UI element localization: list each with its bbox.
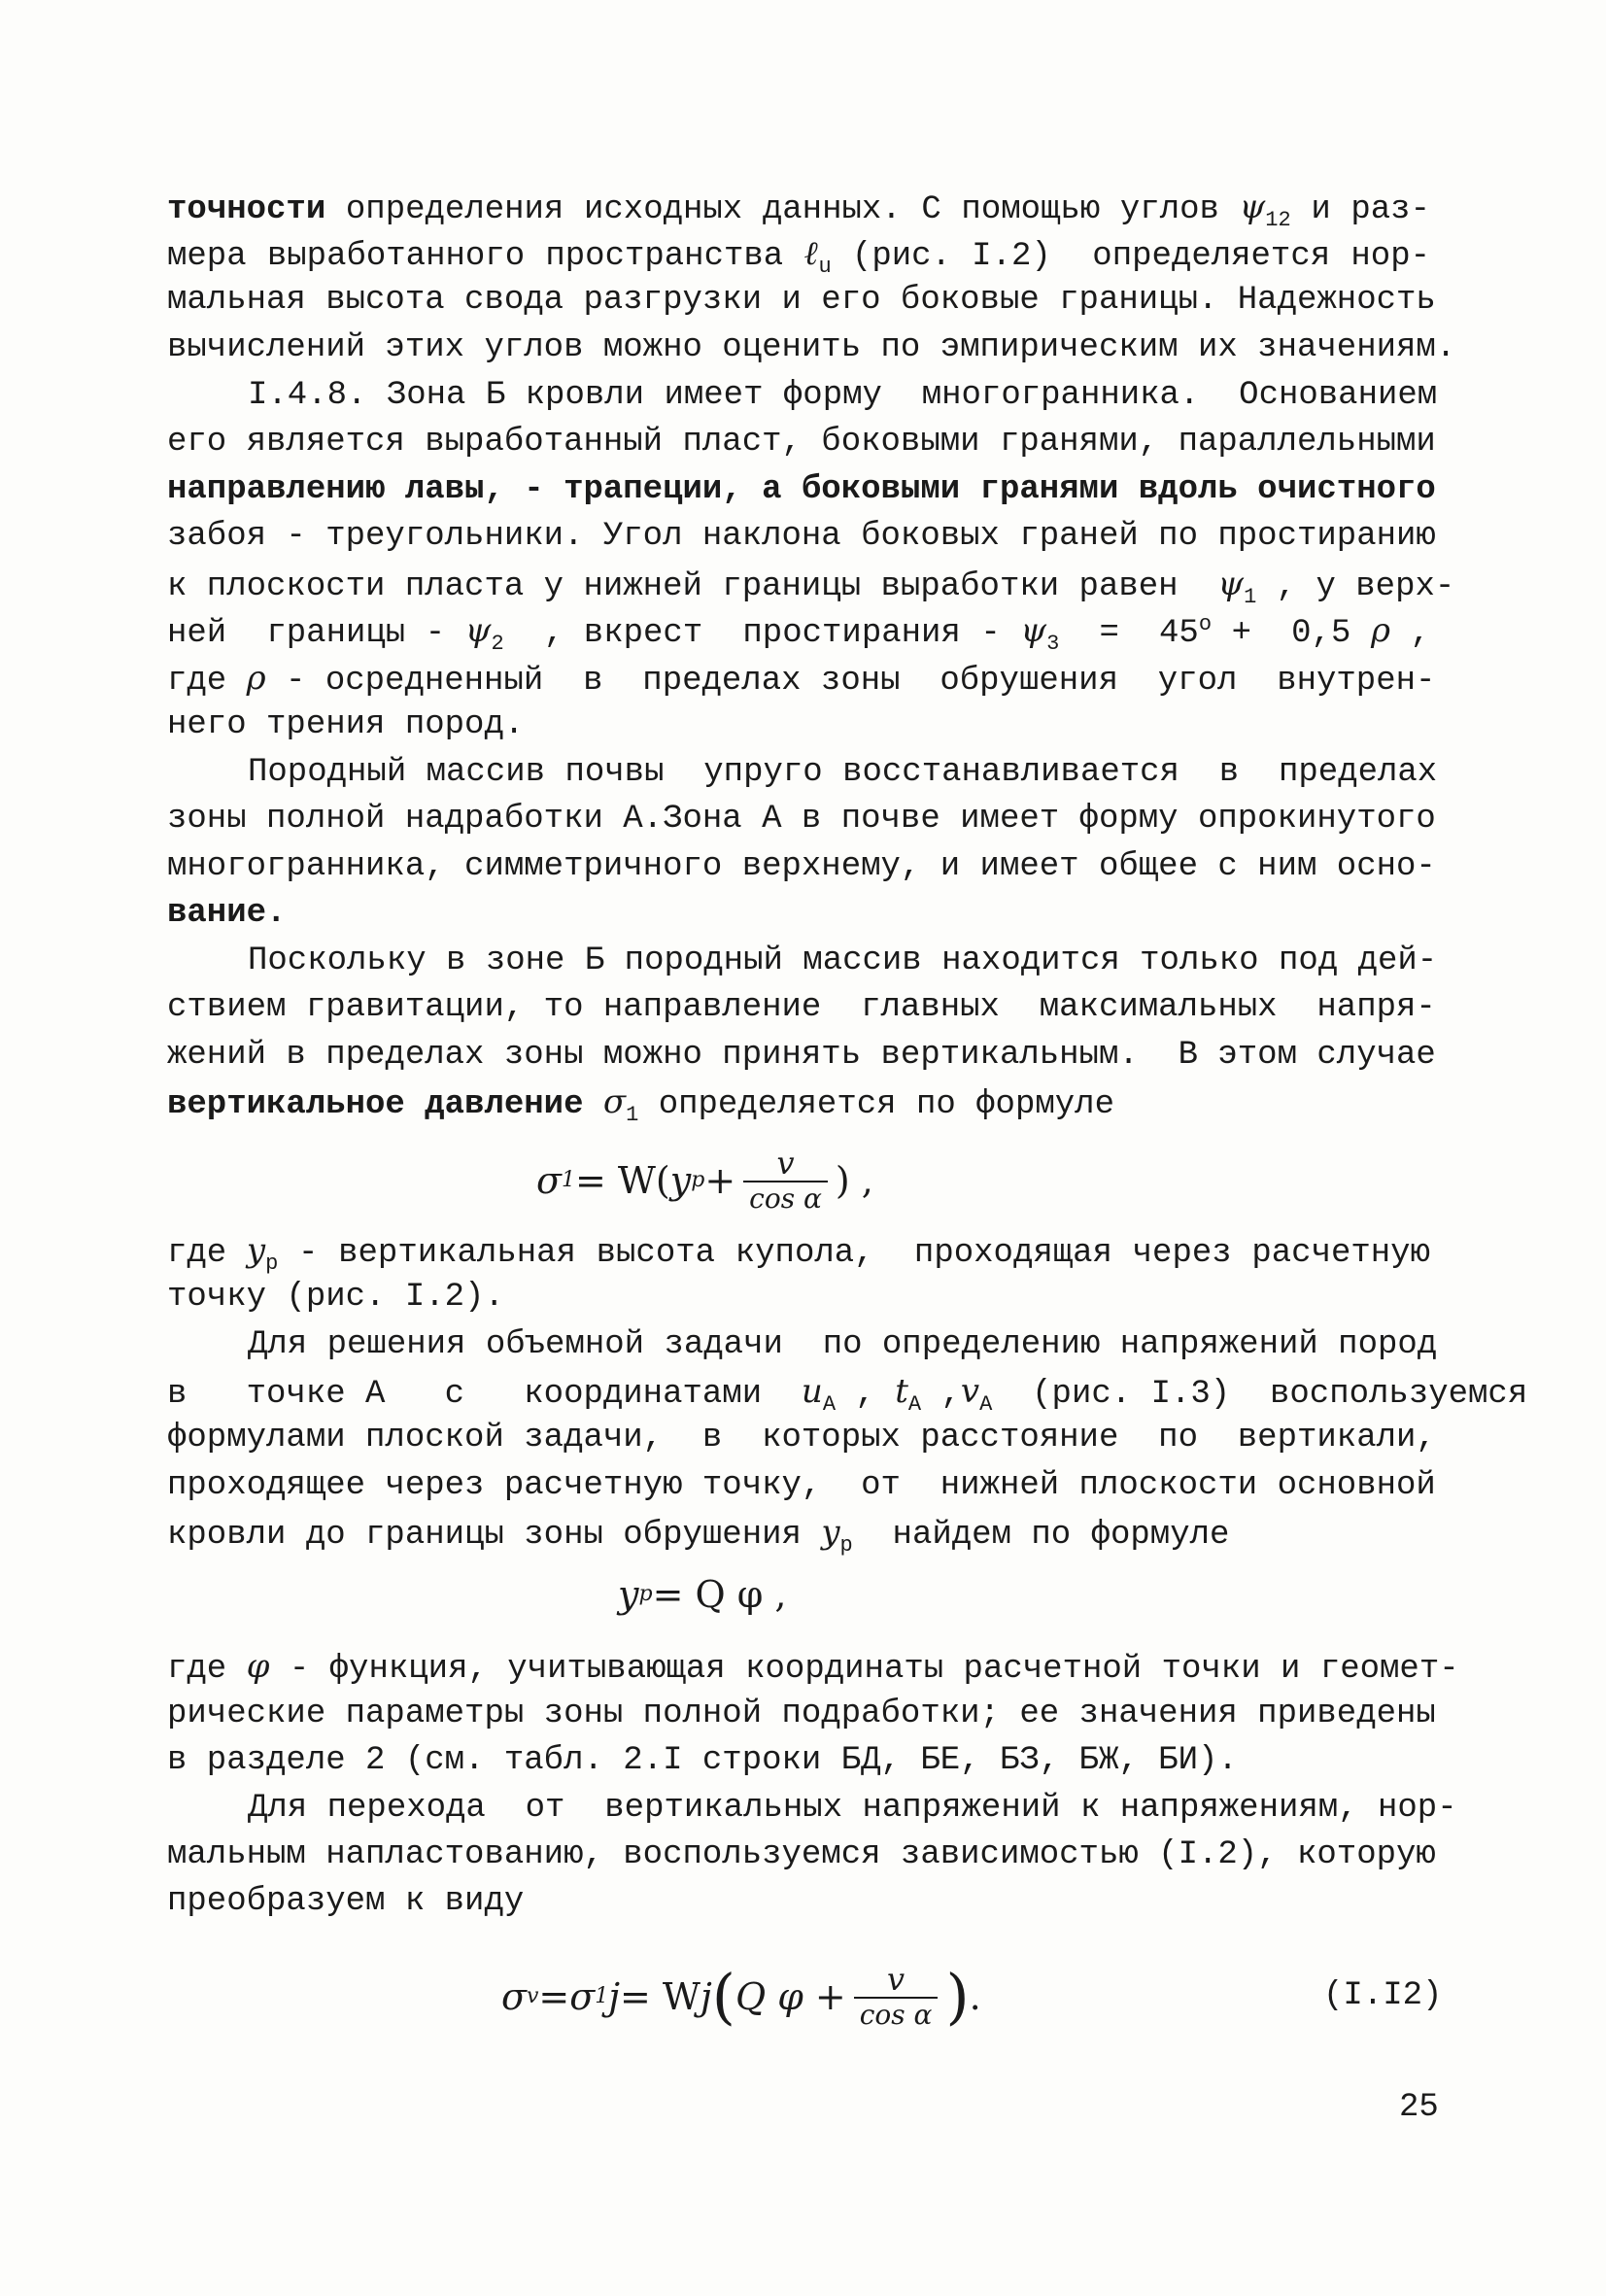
- text-line: ствием гравитации, то направление главных максимальных напря-: [167, 989, 1436, 1026]
- text-line: мера выработанного пространства ℓ$_u$ (рис. I.2) определяется нор-: [167, 234, 1430, 279]
- text-line: где ρ - осредненный в пределах зоны обрушения угол внутрен-: [167, 659, 1436, 700]
- formula-collapse-height: y p = Q φ ,: [618, 1573, 787, 1616]
- text-line: проходящее через расчетную точку, от нижней плоскости основной: [167, 1467, 1436, 1504]
- text-line: Породный массив почвы упруго восстанавливается в пределах: [248, 754, 1438, 791]
- text-line: I.4.8. Зона Б кровли имеет форму многогранника. Основанием: [248, 377, 1438, 414]
- text-line: где φ - функция, учитывающая координаты расчетной точки и геомет-: [167, 1647, 1459, 1688]
- text-line: мальная высота свода разгрузки и его боковые границы. Надежность: [167, 282, 1436, 319]
- fraction: $\frac{v}{\text{cos α}}$: [854, 1962, 939, 2032]
- text-line: многогранника, симметричного верхнему, и имеет общее с ним осно-: [167, 848, 1436, 885]
- text-line: вычислений этих углов можно оценить по эмпирическим их значениям.: [167, 329, 1456, 366]
- text-line: кровли до границы зоны обрушения $y_p$ найдем по формуле: [167, 1513, 1230, 1558]
- text-line: вание.: [167, 895, 287, 932]
- text-line: него трения пород.: [167, 706, 525, 743]
- page-number: 25: [1399, 2089, 1439, 2126]
- text-line: мальным напластованию, воспользуемся зависимостью (I.2), которую: [167, 1836, 1436, 1873]
- text-line: его является выработанный пласт, боковыми гранями, параллельными: [167, 424, 1436, 461]
- text-line: в разделе 2 (см. табл. 2.I строки БД, БЕ, БЗ, БЖ, БИ).: [167, 1742, 1238, 1779]
- text-line: где $y_p$ - вертикальная высота купола, проходящая через расчетную: [167, 1231, 1430, 1276]
- text-line: Для решения объемной задачи по определению напряжений пород: [248, 1326, 1438, 1363]
- text-line: преобразуем к виду: [167, 1883, 525, 1920]
- text-line: к плоскости пласта у нижней границы выработки равен $\psi_1$ , у верх-: [167, 565, 1455, 609]
- text-line: забоя - треугольники. Угол наклона боковых граней по простиранию: [167, 518, 1436, 555]
- formula-vertical-pressure: σ 1 = W( y p + $\frac{v}{\text{cos α}}$ ) ,: [536, 1145, 873, 1215]
- formula-normal-stress: σ v = σ 1 j = W j ( Q φ + $\frac{v}{\text{cos α}}$ ) .: [501, 1961, 981, 2032]
- text-line: в точке А с координатами $u_A$ , $t_A$ $,v_A$ (рис. I.3) воспользуемся: [167, 1372, 1528, 1417]
- text-line: Поскольку в зоне Б породный массив находится только под дей-: [248, 942, 1438, 979]
- bold-term: точности: [167, 191, 326, 228]
- text-line: ней границы - $\psi_2$ , вкрест простирания - $\psi_3 = 45^o + 0,5$ ρ ,: [167, 611, 1430, 656]
- text-line: Для перехода от вертикальных напряжений к напряжениям, нор-: [248, 1790, 1457, 1827]
- fraction: $\frac{v}{\text{cos α}}$: [743, 1146, 828, 1216]
- text-line: зоны полной надработки А.Зона А в почве имеет форму опрокинутого: [167, 801, 1436, 838]
- equation-number: (I.I2): [1323, 1977, 1443, 2014]
- text-line: направлению лавы, - трапеции, а боковыми гранями вдоль очистного: [167, 471, 1436, 508]
- text-line: жений в пределах зоны можно принять вертикальным. В этом случае: [167, 1037, 1436, 1074]
- text-line: формулами плоской задачи, в которых расстояние по вертикали,: [167, 1420, 1436, 1456]
- text-line: вертикальное давление $\sigma_1$ определяется по формуле: [167, 1082, 1114, 1127]
- text-line: точности определения исходных данных. С помощью углов $\psi_{12}$ и раз-: [167, 188, 1430, 232]
- text-line: точку (рис. I.2).: [167, 1279, 504, 1316]
- text-line: рические параметры зоны полной подработки; ее значения приведены: [167, 1696, 1436, 1732]
